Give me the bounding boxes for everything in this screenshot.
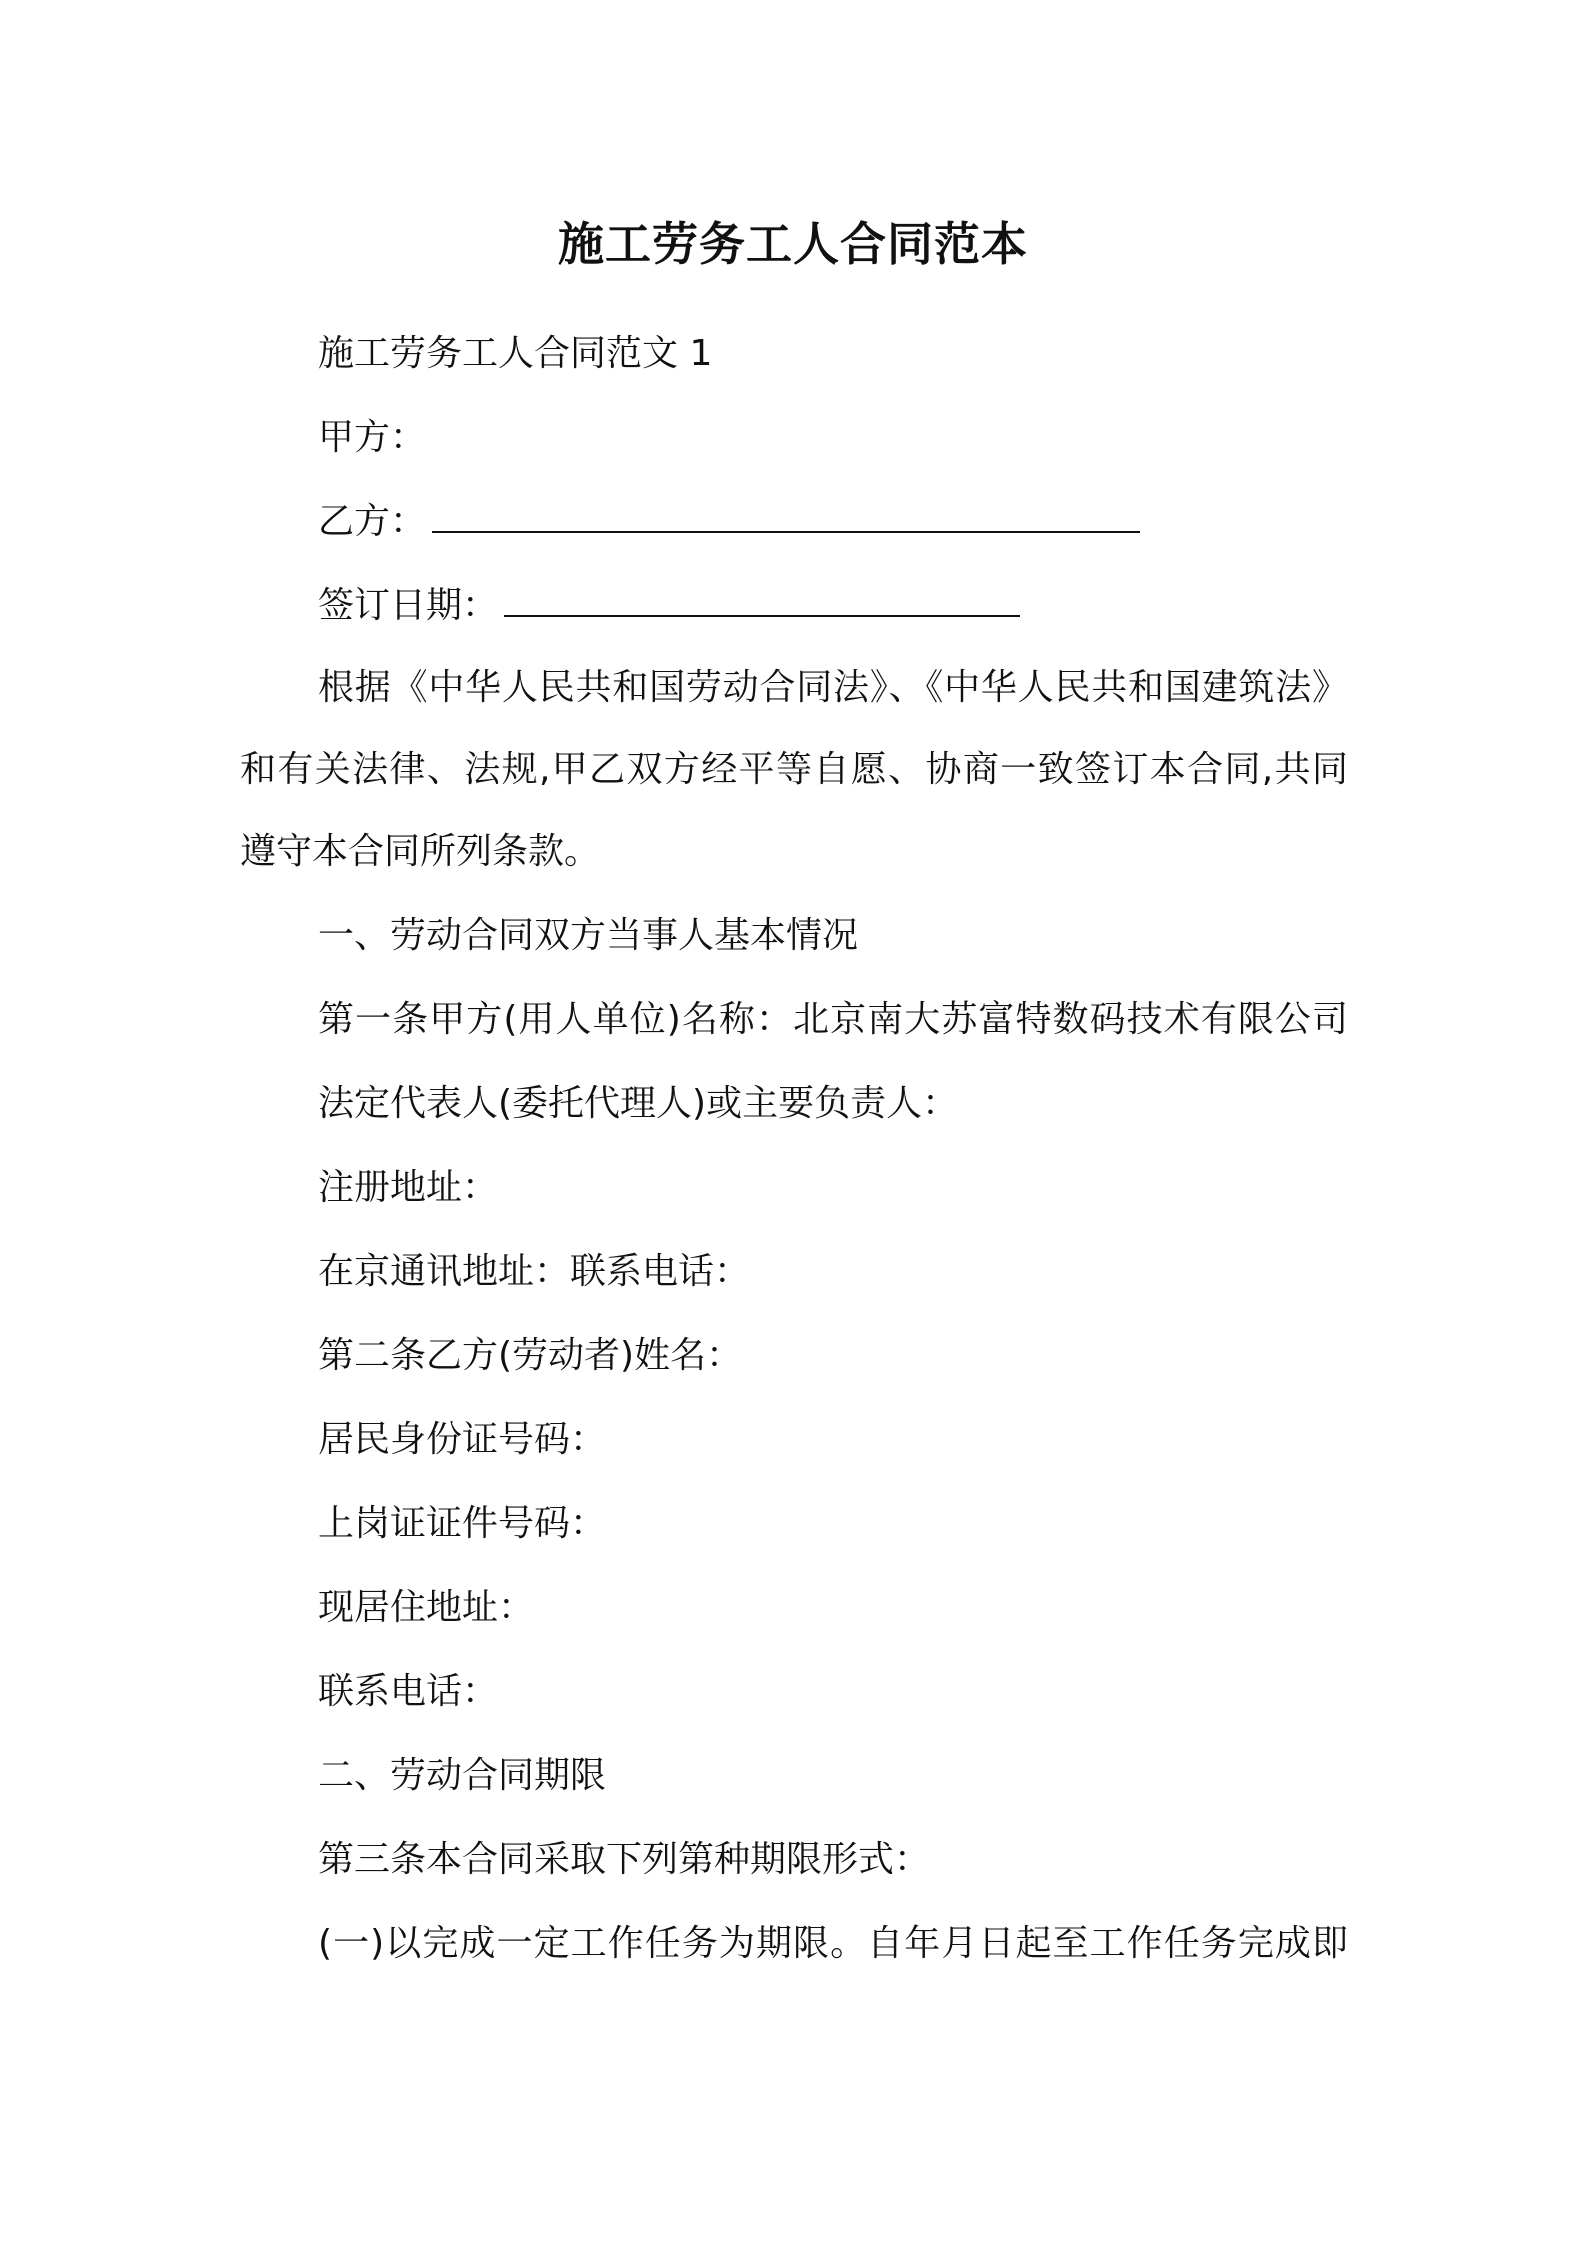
sign-date-label: 签订日期：: [318, 585, 499, 626]
party-b-blank: [432, 501, 1140, 533]
section-heading-2: 二、劳动合同期限: [318, 1755, 607, 1796]
article-1: [318, 994, 1348, 1046]
id-number-label: 居民身份证号码：: [318, 1419, 607, 1460]
party-a-label: 甲方：: [318, 417, 427, 458]
section-heading-1: 一、劳动合同双方当事人基本情况: [318, 915, 859, 956]
term-option-1-text: (一)以完成一定工作任务为期限。自年月日起至工作任务完成即: [318, 1923, 1348, 1964]
term-option-1: [318, 1918, 1348, 1970]
post-certificate-label: 上岗证证件号码：: [318, 1503, 607, 1544]
article-2: 第二条乙方(劳动者)姓名：: [318, 1335, 743, 1376]
legal-representative-label: 法定代表人(委托代理人)或主要负责人：: [318, 1083, 959, 1124]
article-3: 第三条本合同采取下列第种期限形式：: [318, 1839, 931, 1880]
document-title: 施工劳务工人合同范本: [558, 217, 1028, 271]
party-b-label: 乙方：: [318, 501, 427, 542]
party-b-line: [318, 496, 1140, 548]
phone-label: 联系电话：: [318, 1671, 499, 1712]
intro-paragraph-line-1: [318, 662, 1348, 714]
sign-date-blank: [504, 585, 1020, 617]
subtitle: 施工劳务工人合同范文 1: [318, 333, 713, 374]
intro-text-2: 和有关法律、法规,甲乙双方经平等自愿、协商一致签订本合同,共同: [240, 749, 1348, 790]
intro-paragraph-line-3: 遵守本合同所列条款。: [240, 831, 601, 872]
sign-date-line: [318, 580, 1020, 632]
article-1-text: 第一条甲方(用人单位)名称：北京南大苏富特数码技术有限公司: [318, 999, 1348, 1040]
registered-address-label: 注册地址：: [318, 1167, 499, 1208]
current-address-label: 现居住地址：: [318, 1587, 535, 1628]
intro-text-1: 根据《中华人民共和国劳动合同法》、《中华人民共和国建筑法》: [318, 667, 1348, 708]
beijing-address-label: 在京通讯地址：联系电话：: [318, 1251, 751, 1292]
intro-paragraph-line-2: [240, 744, 1348, 796]
